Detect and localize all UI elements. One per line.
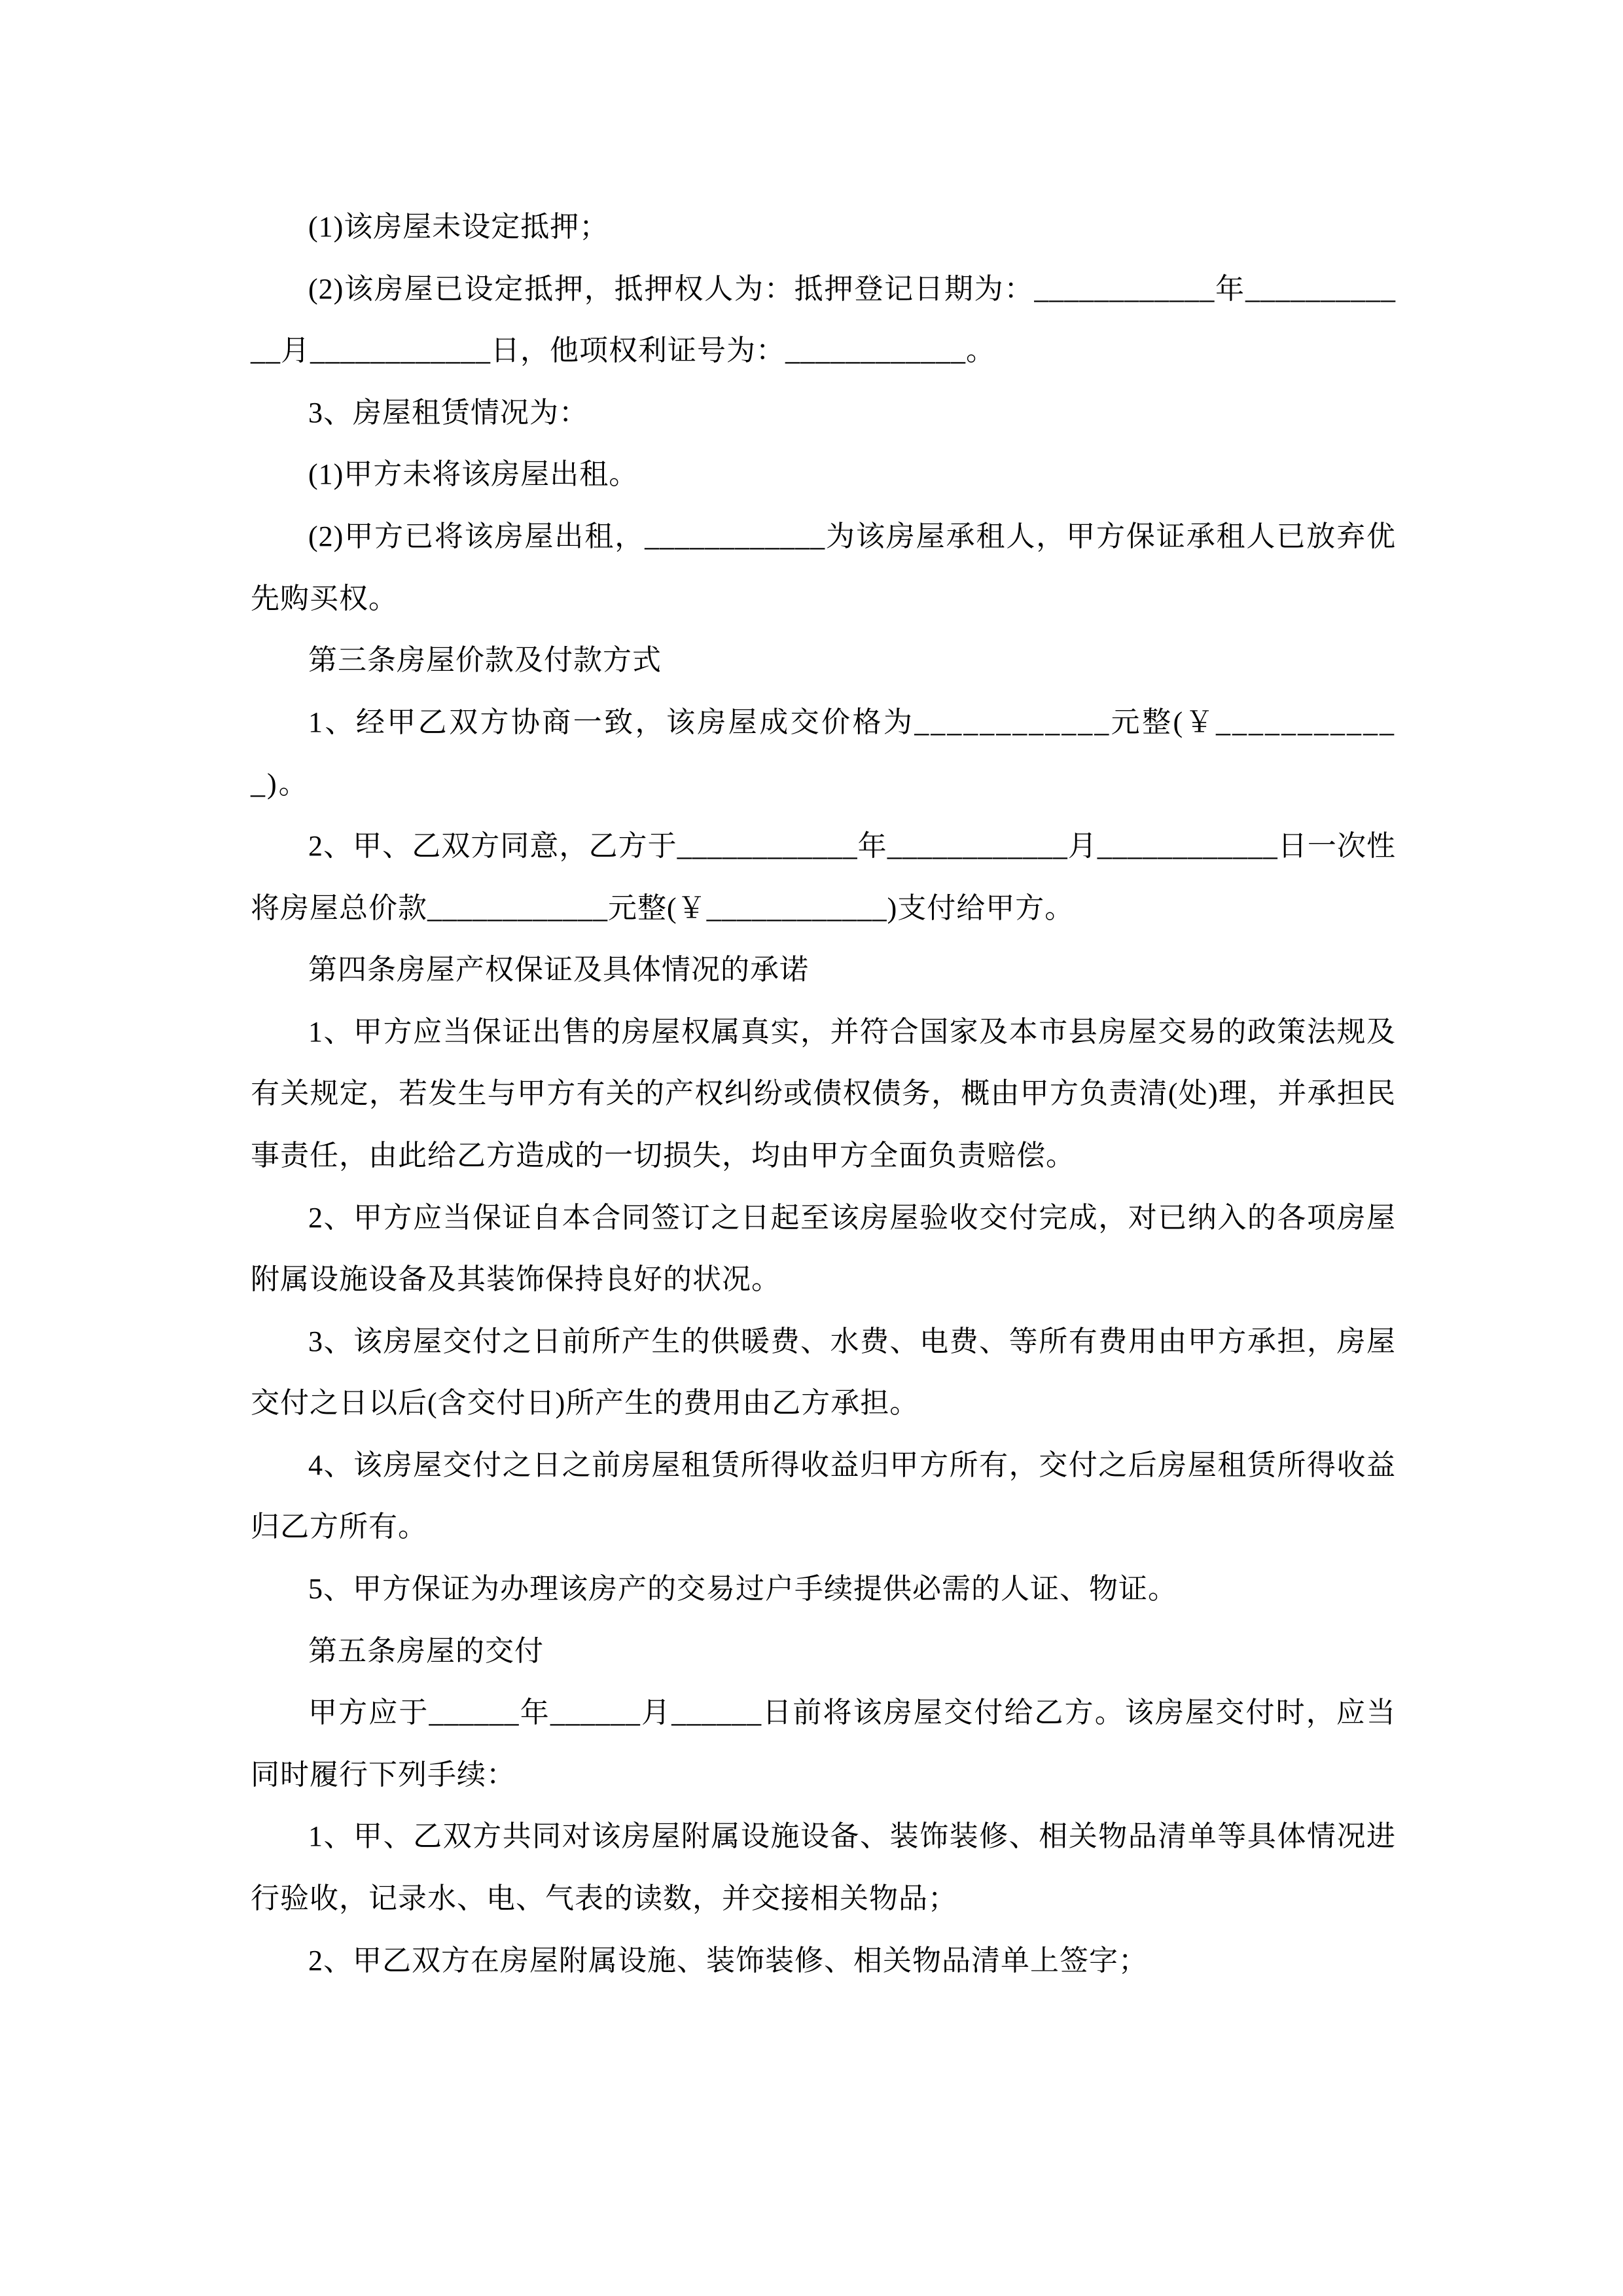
clause-lease-exists: (2)甲方已将该房屋出租，____________为该房屋承租人，甲方保证承租人已放弃优先购买权。: [251, 520, 1396, 615]
clause-price: 1、经甲乙双方协商一致，该房屋成交价格为____________元整(￥____________)。: [251, 706, 1396, 800]
clause-lease-none: (1)甲方未将该房屋出租。: [308, 458, 639, 491]
clause-fees: 3、该房屋交付之日前所产生的供暖费、水费、电费、等所有费用由甲方承担，房屋交付之日以后(含交付日)所产生的费用由乙方承担。: [251, 1325, 1396, 1420]
clause-rental-income: 4、该房屋交付之日之前房屋租赁所得收益归甲方所有，交付之后房屋租赁所得收益归乙方所有。: [251, 1448, 1396, 1543]
section-heading-article4: 第四条房屋产权保证及具体情况的承诺: [308, 954, 809, 986]
document-body: [251, 196, 1396, 1992]
section-heading-article5: 第五条房屋的交付: [308, 1634, 544, 1667]
clause-delivery-date: 甲方应于______年______月______日前将该房屋交付给乙方。该房屋交付时，应当同时履行下列手续：: [251, 1696, 1396, 1791]
clause-mortgage-set: (2)该房屋已设定抵押，抵押权人为：抵押登记日期为：____________年____________月____________日，他项权利证号为：____________。: [251, 272, 1396, 367]
clause-delivery-inspection: 1、甲、乙双方共同对该房屋附属设施设备、装饰装修、相关物品清单等具体情况进行验收，记录水、电、气表的读数，并交接相关物品；: [251, 1820, 1396, 1915]
clause-transfer-documents: 5、甲方保证为办理该房产的交易过户手续提供必需的人证、物证。: [308, 1573, 1177, 1605]
clause-condition-guarantee: 2、甲方应当保证自本合同签订之日起至该房屋验收交付完成，对已纳入的各项房屋附属设施设备及其装饰保持良好的状况。: [251, 1201, 1396, 1296]
section-heading-article3: 第三条房屋价款及付款方式: [308, 644, 662, 677]
clause-delivery-signature: 2、甲乙双方在房屋附属设施、装饰装修、相关物品清单上签字；: [308, 1944, 1148, 1977]
clause-ownership-guarantee: 1、甲方应当保证出售的房屋权属真实，并符合国家及本市县房屋交易的政策法规及有关规定，若发生与甲方有关的产权纠纷或债权债务，概由甲方负责清(处)理，并承担民事责任，由此给乙方造成的一切损失，均由甲方全面负责赔偿。: [251, 1015, 1396, 1172]
clause-payment: 2、甲、乙双方同意，乙方于____________年____________月____________日一次性将房屋总价款____________元整(￥____________)支付给甲方。: [251, 829, 1396, 924]
clause-mortgage-none: (1)该房屋未设定抵押；: [308, 211, 609, 243]
clause-lease-status-heading: 3、房屋租赁情况为：: [308, 396, 588, 429]
